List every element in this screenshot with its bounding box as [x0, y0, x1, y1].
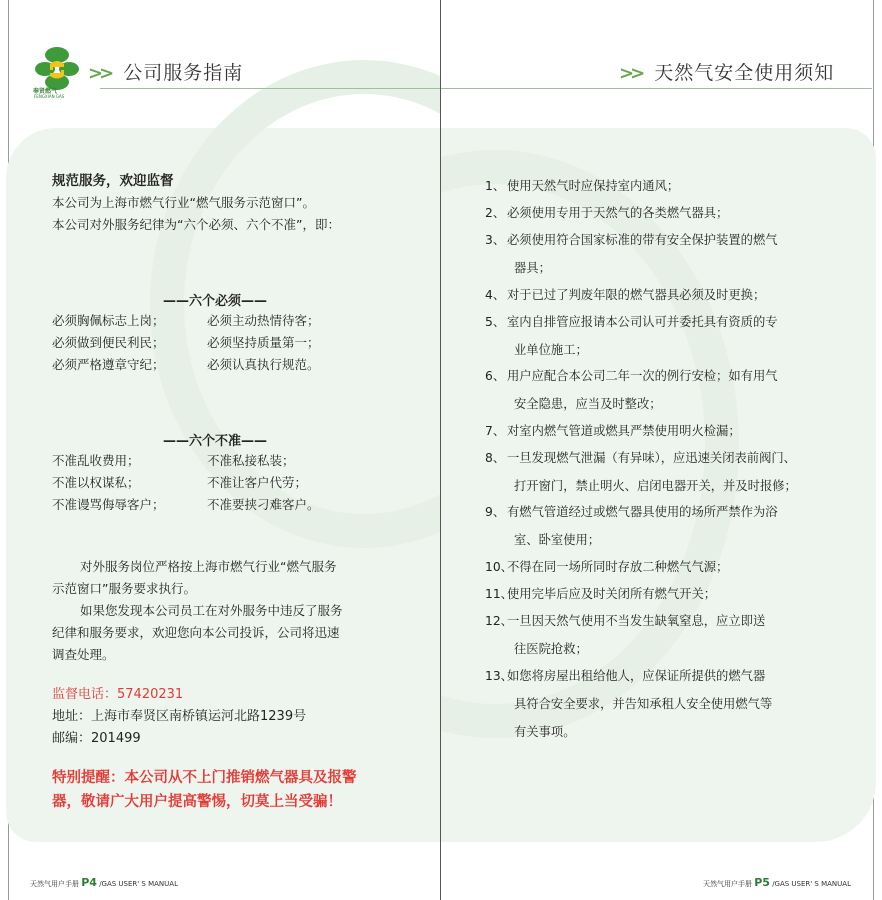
paragraph-line: 对外服务岗位严格按上海市燃气行业“燃气服务 [80, 559, 337, 574]
rule-text-line: 对室内燃气管道或燃具严禁使用明火检漏； [507, 423, 741, 438]
safety-rule-item [485, 417, 741, 445]
rule-number: 10、 [485, 559, 513, 574]
right-header-title: 天然气安全使用须知 [654, 62, 835, 84]
rule-number: 2、 [485, 206, 506, 221]
rule-number: 7、 [485, 423, 506, 438]
rule-number: 8、 [485, 451, 506, 465]
forbid-item: 不准让客户代劳； [207, 475, 308, 490]
header-rule [100, 88, 440, 89]
safety-rule-item [485, 362, 778, 418]
left-page [0, 0, 440, 900]
intro-heading: 规范服务，欢迎监督 [52, 173, 174, 189]
footer-manual-title: 天然气用户手册 [30, 880, 79, 888]
forbid-item: 不准谩骂侮辱客户； [52, 497, 165, 512]
safety-rule-item [485, 308, 778, 364]
rule-number: 9、 [485, 505, 506, 520]
page-number: P4 [81, 876, 97, 889]
special-reminder-line: 特别提醒：本公司从不上门推销燃气器具及报警 [52, 770, 357, 786]
forbid-item: 不准以权谋私； [52, 475, 140, 490]
rule-text-line: 用户应配合本公司二年一次的例行安检；如有用气 [507, 369, 778, 384]
rule-number: 12、 [485, 614, 513, 629]
rule-text-line: 必须使用专用于天然气的各类燃气器具； [507, 206, 729, 221]
rule-text-line: 有燃气管道经过或燃气器具使用的场所严禁作为浴 [507, 505, 778, 520]
rule-text-line: 有关事项。 [514, 724, 576, 739]
forbid-item: 不准要挟刁难客户。 [207, 497, 320, 512]
rule-text-line: 一旦因天然气使用不当发生缺氧窒息，应立即送 [507, 614, 766, 629]
safety-rule-item [485, 607, 765, 663]
rule-text-line: 必须使用符合国家标准的带有安全保护装置的燃气 [507, 233, 778, 248]
safety-rule-item [485, 281, 765, 309]
forbid-row [52, 450, 295, 472]
rule-text-line: 往医院抢救； [514, 642, 588, 657]
forbid-item: 不准乱收费用； [52, 453, 140, 468]
rule-text-line: 具符合安全要求，并告知承租人安全使用燃气等 [514, 696, 773, 711]
left-header [88, 58, 243, 85]
right-footer [703, 876, 851, 889]
intro-line-1: 本公司为上海市燃气行业“燃气服务示范窗口”。 [52, 195, 315, 210]
rule-text-line: 室、卧室使用； [514, 533, 601, 548]
must-item: 必须坚持质量第一； [207, 335, 320, 350]
right-page [441, 0, 882, 900]
rule-text-line: 如您将房屋出租给他人，应保证所提供的燃气器 [507, 668, 766, 683]
rule-text-line: 安全隐患，应当及时整改； [514, 397, 662, 412]
must-row [52, 310, 320, 332]
special-reminder-line: 器，敬请广大用户提高警惕，切莫上当受骗！ [52, 794, 342, 810]
paragraph-line: 纪律和服务要求，欢迎您向本公司投诉，公司将迅速 [52, 625, 340, 640]
rule-text-line: 一旦发现燃气泄漏（有异味），应迅速关闭表前阀门、 [507, 451, 796, 465]
must-item: 必须做到便民利民； [52, 335, 165, 350]
right-header [619, 58, 834, 85]
logo-brand-text: 奉贤燃气 [33, 88, 58, 95]
chevron-right-icon: >> [619, 63, 642, 84]
must-item: 必须胸佩标志上岗； [52, 313, 165, 328]
rule-text-line: 使用天然气时应保持室内通风； [507, 179, 680, 193]
rule-number: 11、 [485, 587, 513, 601]
page-number: P5 [754, 876, 770, 889]
safety-rule-item [485, 662, 772, 746]
rule-number: 1、 [485, 179, 506, 193]
supervision-hotline: 监督电话：57420231 [52, 687, 184, 702]
safety-rule-item [485, 172, 679, 200]
footer-manual-subtitle: /GAS USER' S MANUAL [99, 880, 178, 888]
rule-text-line: 打开窗门，禁止明火、启闭电器开关，并及时报修； [514, 479, 797, 493]
rule-text-line: 使用完毕后应及时关闭所有燃气开关； [507, 587, 717, 601]
rule-text-line: 器具； [514, 261, 551, 276]
forbid-row [52, 472, 308, 494]
safety-rule-item [485, 444, 797, 500]
rule-text-line: 室内自排管应报请本公司认可并委托具有资质的专 [507, 315, 778, 329]
paragraph-line: 调查处理。 [52, 647, 115, 662]
must-title: ——六个必须—— [163, 294, 268, 309]
footer-manual-subtitle: /GAS USER' S MANUAL [772, 880, 851, 888]
forbid-title: ——六个不准—— [163, 434, 268, 449]
safety-rule-item [485, 498, 778, 554]
intro-line-2: 本公司对外服务纪律为“六个必须、六个不准”，即： [52, 217, 340, 232]
footer-manual-title: 天然气用户手册 [703, 880, 752, 888]
postcode: 邮编：201499 [52, 731, 141, 746]
left-footer [30, 876, 178, 889]
rule-number: 4、 [485, 287, 506, 302]
company-address: 地址：上海市奉贤区南桥镇运河北路1239号 [52, 709, 307, 724]
forbid-item: 不准私接私装； [207, 453, 295, 468]
paragraph-line: 示范窗口”服务要求执行。 [52, 581, 196, 596]
logo-brand-subtext: FENGXIAN GAS [34, 94, 65, 99]
rule-text-line: 不得在同一场所同时存放二种燃气气源； [507, 559, 729, 574]
rule-number: 5、 [485, 315, 506, 329]
safety-rule-item [485, 226, 778, 282]
rule-text-line: 对于已过了判废年限的燃气器具必须及时更换； [507, 287, 766, 302]
must-item: 必须严格遵章守纪； [52, 357, 165, 372]
rule-number: 6、 [485, 369, 506, 384]
must-item: 必须主动热情待客； [207, 313, 320, 328]
must-row [52, 332, 320, 354]
rule-text-line: 业单位施工； [514, 343, 588, 357]
header-rule [441, 88, 872, 89]
forbid-row [52, 494, 320, 516]
must-row [52, 354, 320, 376]
paragraph-line: 如果您发现本公司员工在对外服务中违反了服务 [80, 603, 343, 618]
left-header-title: 公司服务指南 [123, 62, 244, 84]
rule-number: 13、 [485, 668, 513, 683]
chevron-right-icon: >> [88, 63, 111, 84]
safety-rule-item [485, 580, 716, 608]
rule-number: 3、 [485, 233, 506, 248]
must-item: 必须认真执行规范。 [207, 357, 320, 372]
safety-rule-item [485, 553, 728, 581]
safety-rule-item [485, 199, 728, 227]
